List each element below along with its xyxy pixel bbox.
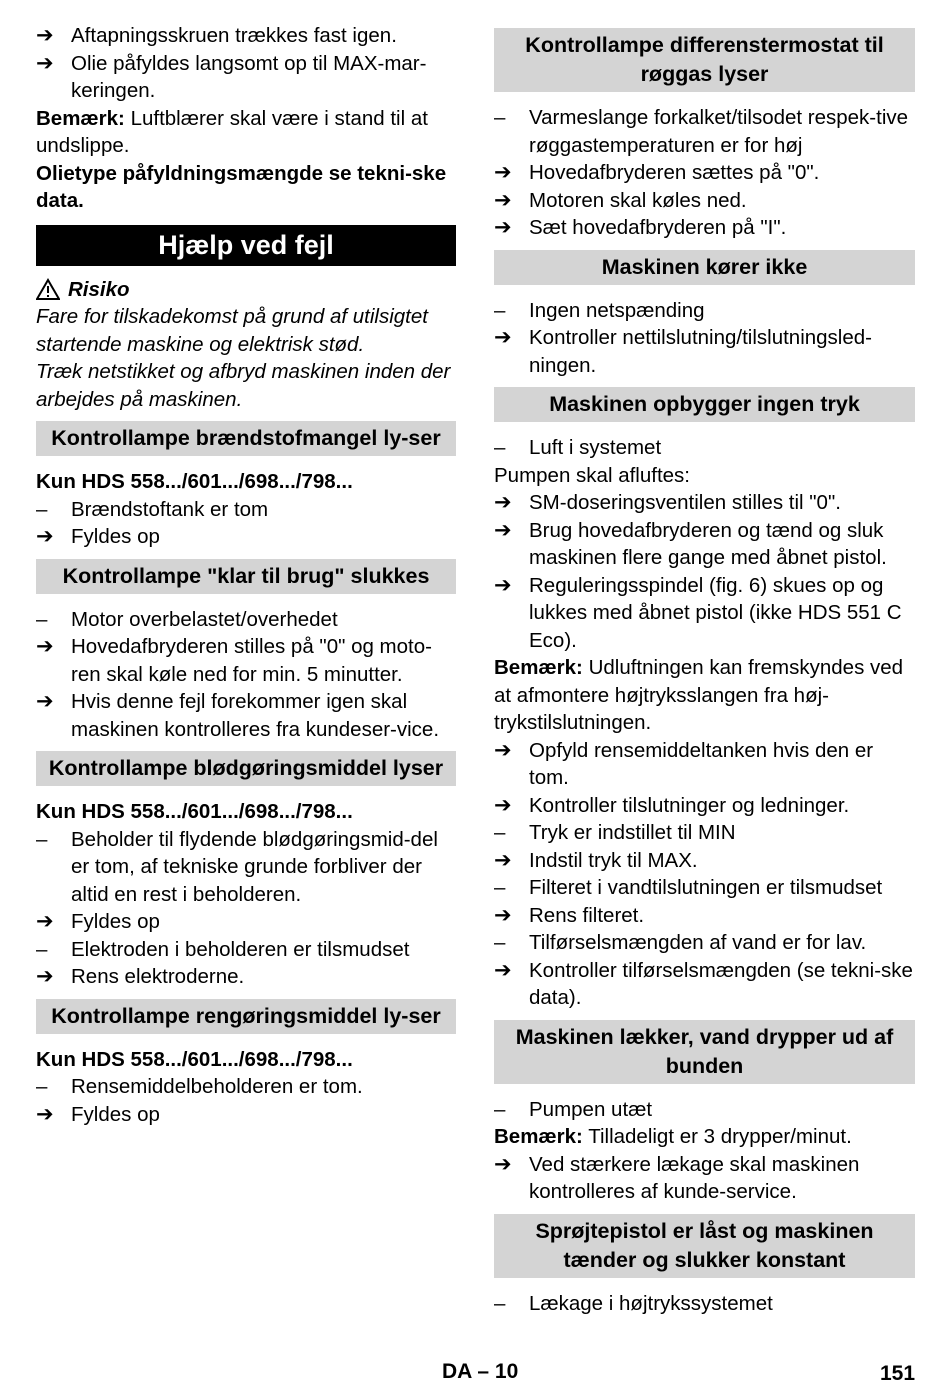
item-text: Tryk er indstillet til MIN — [529, 821, 736, 844]
instruction-item — [36, 523, 456, 551]
right-column — [494, 28, 915, 1317]
list-no-pressure-b — [494, 489, 915, 654]
footer-page-number: 151 — [880, 1362, 916, 1385]
arrow-right-icon: ➔ — [36, 24, 54, 47]
model-note: Kun HDS 558.../601.../698.../798... — [36, 800, 353, 823]
arrow-right-icon: ➔ — [36, 525, 54, 548]
note-text: Tilladeligt er 3 drypper/minut. — [582, 1125, 852, 1148]
item-text: Luft i systemet — [529, 436, 662, 459]
cause-item — [36, 496, 456, 524]
dash-icon: – — [494, 436, 506, 459]
instruction-item — [494, 902, 915, 930]
dash-icon: – — [36, 1075, 48, 1098]
dash-icon: – — [36, 497, 48, 521]
arrow-right-icon: ➔ — [494, 573, 512, 597]
instruction-item — [494, 737, 915, 792]
note-text: Udluftningen kan fremskyndes ved at afmontere højtryksslangen fra høj-trykstilslutningen. — [494, 656, 904, 734]
instruction-item — [494, 187, 915, 215]
dash-icon: – — [494, 1291, 506, 1315]
item-text: Rens filteret. — [529, 903, 645, 927]
instruction-item — [36, 1101, 456, 1129]
model-note: Kun HDS 558.../601.../698.../798... — [36, 470, 353, 493]
item-text: Varmeslange forkalket/tilsodet respek-tive røggastemperaturen er for høj — [529, 106, 909, 157]
risk-text-2: Træk netstikket og afbryd maskinen inden der arbejdes på maskinen. — [36, 360, 451, 411]
instruction-item — [36, 963, 456, 991]
arrow-right-icon: ➔ — [36, 690, 54, 713]
dash-icon: – — [494, 106, 506, 129]
list-leak-a — [494, 1096, 915, 1124]
cause-item — [36, 1073, 456, 1101]
item-text: Hvis denne fejl forekommer igen skal maskinen kontrolleres fra kundeser-vice. — [71, 690, 440, 741]
cause-item — [494, 929, 915, 957]
list-pre — [36, 22, 456, 105]
section-heading-leak: Maskinen lækker, vand drypper ud af bunden — [494, 1020, 915, 1084]
item-text: Fyldes op — [71, 1102, 160, 1126]
instruction-item — [36, 50, 456, 105]
section-heading-fuel: Kontrollampe brændstofmangel ly-ser — [36, 421, 456, 456]
instruction-item — [494, 957, 915, 1012]
page-title: Hjælp ved fejl — [36, 225, 456, 266]
item-text: Indstil tryk til MAX. — [529, 848, 698, 872]
item-text: Fyldes op — [71, 910, 160, 933]
arrow-right-icon: ➔ — [36, 1102, 54, 1126]
note-label: Bemærk: — [494, 1125, 583, 1148]
cause-item — [36, 826, 456, 909]
item-text: Motoren skal køles ned. — [529, 188, 747, 212]
instruction-item — [36, 908, 456, 936]
cause-item — [494, 874, 915, 902]
arrow-right-icon: ➔ — [36, 910, 54, 933]
section-heading-ready: Kontrollampe "klar til brug" slukkes — [36, 559, 456, 594]
section-heading-softener: Kontrollampe blødgøringsmiddel lyser — [36, 751, 456, 786]
dash-icon: – — [494, 821, 506, 844]
arrow-right-icon: ➔ — [494, 1152, 512, 1176]
arrow-right-icon: ➔ — [494, 326, 512, 349]
note-venting — [494, 654, 915, 737]
item-text: Brændstoftank er tom — [71, 497, 269, 521]
item-text: Kontroller nettilslutning/tilslutningsled-ningen. — [529, 326, 872, 377]
risk-text-1: Fare for tilskadekomst på grund af utilsigtet startende maskine og elektrisk stød. — [36, 305, 428, 356]
dash-icon: – — [36, 607, 48, 631]
list-ready — [36, 606, 456, 744]
instruction-item — [494, 214, 915, 242]
cause-item — [494, 434, 915, 462]
item-text: Opfyld rensemiddeltanken hvis den er tom. — [529, 738, 874, 789]
dash-icon: – — [494, 931, 506, 954]
note-oil: Olietype påfyldningsmængde se tekni-ske data. — [36, 161, 447, 212]
list-detergent — [36, 1073, 456, 1128]
dash-icon: – — [494, 1097, 506, 1121]
dash-icon: – — [494, 298, 506, 322]
arrow-right-icon: ➔ — [36, 635, 54, 658]
instruction-item — [36, 688, 456, 743]
arrow-right-icon: ➔ — [494, 216, 512, 239]
cause-item — [494, 1290, 915, 1318]
list-fuel — [36, 496, 456, 551]
note-label: Bemærk: — [36, 106, 125, 130]
arrow-right-icon: ➔ — [494, 491, 512, 514]
model-note: Kun HDS 558.../601.../698.../798... — [36, 1047, 353, 1071]
arrow-right-icon: ➔ — [494, 903, 512, 927]
item-text: Pumpen utæt — [529, 1097, 653, 1121]
cause-item — [494, 297, 915, 325]
item-text: Filteret i vandtilslutningen er tilsmudset — [529, 876, 883, 899]
instruction-item — [494, 517, 915, 572]
item-text: Fyldes op — [71, 525, 160, 548]
note-text: Luftblærer skal være i stand til at undslippe. — [36, 106, 428, 157]
instruction-item — [494, 489, 915, 517]
note-air — [36, 105, 456, 160]
item-text: Reguleringsspindel (fig. 6) skues op og lukkes med åbnet pistol (ikke HDS 551 C Eco). — [529, 573, 902, 652]
item-text: Ingen netspænding — [529, 298, 705, 322]
item-text: Elektroden i beholderen er tilsmudset — [71, 937, 410, 961]
item-text: Hovedafbryderen stilles på "0" og moto-ren skal køle ned for min. 5 minutter. — [71, 635, 432, 686]
list-softener — [36, 826, 456, 991]
item-text: Motor overbelastet/overhedet — [71, 607, 338, 631]
risk-head — [36, 276, 456, 304]
arrow-right-icon: ➔ — [494, 793, 512, 817]
item-text: Kontroller tilslutninger og ledninger. — [529, 793, 850, 817]
instruction-item — [36, 633, 456, 688]
item-text: Beholder til flydende blødgøringsmid-del er tom, af tekniske grunde forbliver der altid en rest i beholderen. — [71, 827, 438, 906]
list-not-running — [494, 297, 915, 380]
instruction-item — [36, 22, 456, 50]
section-heading-not-running: Maskinen kører ikke — [494, 250, 915, 285]
arrow-right-icon: ➔ — [494, 161, 512, 184]
cause-item — [494, 819, 915, 847]
arrow-right-icon: ➔ — [36, 965, 54, 988]
list-leak-b — [494, 1151, 915, 1206]
instruction-item — [494, 324, 915, 379]
plain-text: Pumpen skal afluftes: — [494, 463, 690, 487]
instruction-item — [494, 572, 915, 655]
note-drops — [494, 1123, 915, 1151]
item-text: Tilførselsmængden af vand er for lav. — [529, 931, 867, 954]
item-text: Ved stærkere lækage skal maskinen kontrolleres af kunde-service. — [529, 1152, 860, 1203]
section-heading-detergent: Kontrollampe rengøringsmiddel ly-ser — [36, 999, 456, 1034]
footer-language-page: DA – 10 — [442, 1360, 519, 1383]
dash-icon: – — [494, 876, 506, 899]
instruction-item — [494, 1151, 915, 1206]
item-text: Rens elektroderne. — [71, 965, 245, 988]
item-text: Sæt hovedafbryderen på "I". — [529, 216, 787, 239]
item-text: Hovedafbryderen sættes på "0". — [529, 161, 820, 184]
risk-block — [36, 276, 456, 414]
item-text: Kontroller tilførselsmængden (se tekni-ske data). — [529, 958, 913, 1009]
list-thermostat — [494, 104, 915, 242]
item-text: Olie påfyldes langsomt op til MAX-mar-keringen. — [71, 51, 427, 102]
item-text: Lækage i højtrykssystemet — [529, 1291, 773, 1315]
list-no-pressure-c — [494, 737, 915, 1012]
warning-triangle-icon — [36, 278, 60, 300]
cause-item — [36, 606, 456, 634]
arrow-right-icon: ➔ — [494, 958, 512, 982]
arrow-right-icon: ➔ — [494, 188, 512, 212]
section-heading-no-pressure: Maskinen opbygger ingen tryk — [494, 387, 915, 422]
cause-item — [494, 1096, 915, 1124]
list-no-pressure-a — [494, 434, 915, 462]
dash-icon: – — [36, 827, 48, 851]
left-column — [36, 22, 456, 1128]
item-text: Aftapningsskruen trækkes fast igen. — [71, 24, 397, 47]
note-label: Bemærk: — [494, 656, 583, 679]
arrow-right-icon: ➔ — [36, 51, 54, 75]
item-text: SM-doseringsventilen stilles til "0". — [529, 491, 841, 514]
item-text: Rensemiddelbeholderen er tom. — [71, 1075, 363, 1098]
item-text: Brug hovedafbryderen og tænd og sluk maskinen flere gange med åbnet pistol. — [529, 518, 887, 569]
arrow-right-icon: ➔ — [494, 738, 512, 762]
section-heading-gun-locked: Sprøjtepistol er låst og maskinen tænder og slukker konstant — [494, 1214, 915, 1278]
arrow-right-icon: ➔ — [494, 518, 512, 542]
list-gun-locked — [494, 1290, 915, 1318]
risk-label: Risiko — [68, 277, 130, 301]
section-heading-thermostat: Kontrollampe differenstermostat til røggas lyser — [494, 28, 915, 92]
dash-icon: – — [36, 937, 48, 961]
cause-item — [494, 104, 915, 159]
arrow-right-icon: ➔ — [494, 848, 512, 872]
cause-item — [36, 936, 456, 964]
instruction-item — [494, 792, 915, 820]
instruction-item — [494, 159, 915, 187]
instruction-item — [494, 847, 915, 875]
